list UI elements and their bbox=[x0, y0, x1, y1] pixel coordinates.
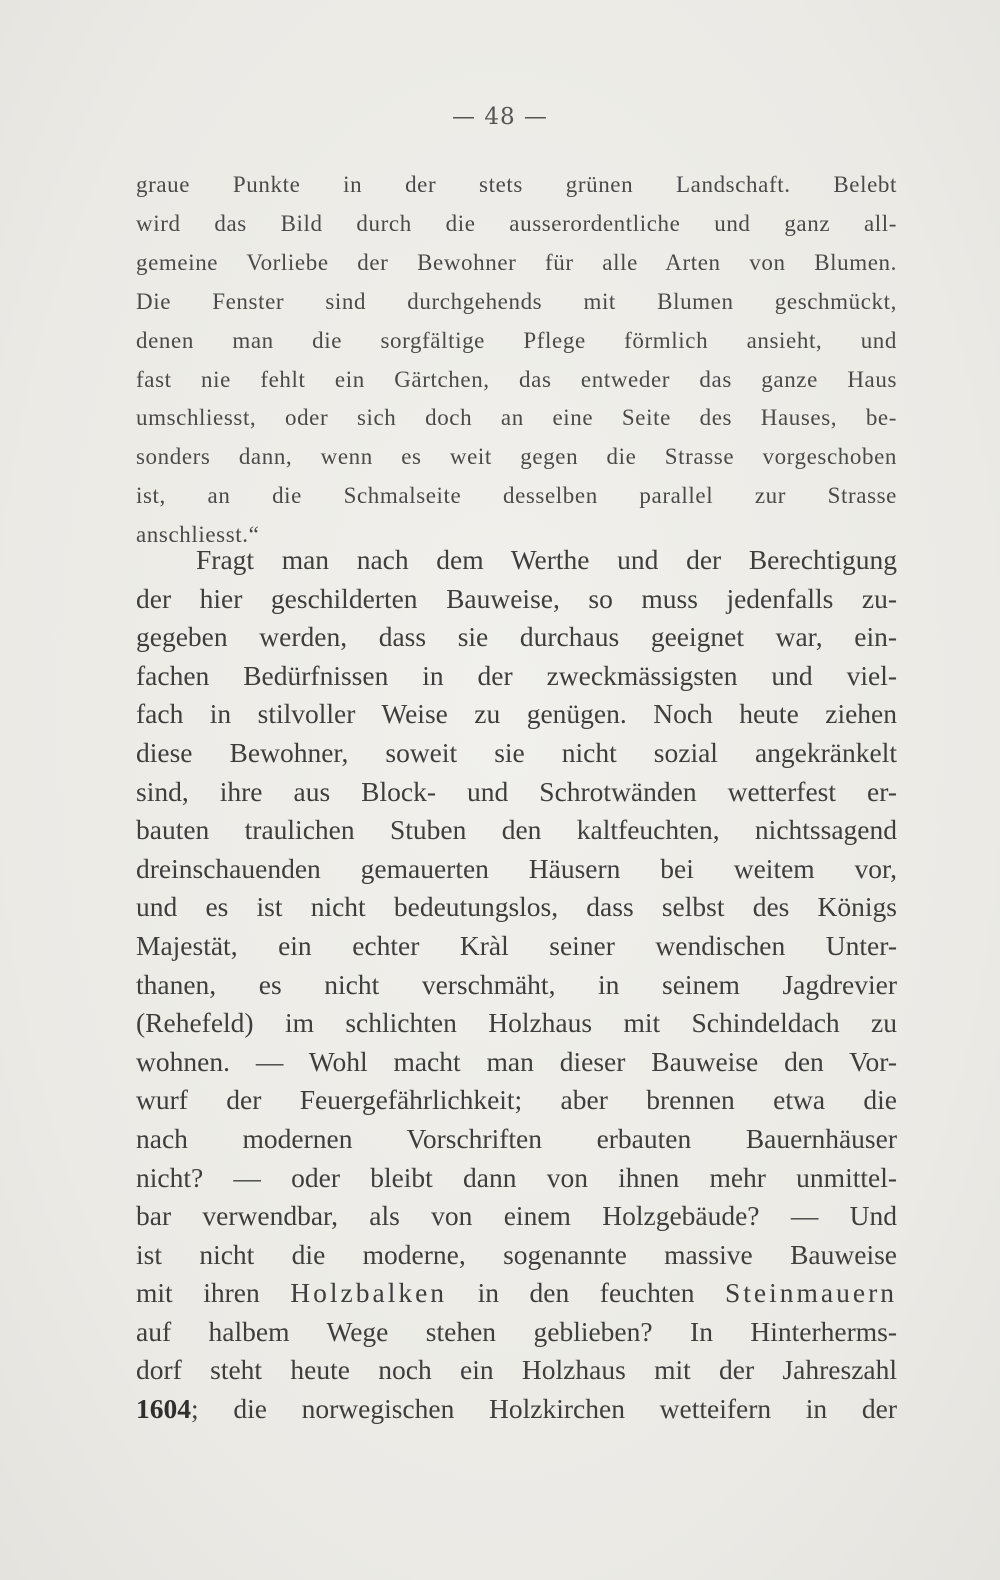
text-line: fast nie fehlt ein Gärtchen, das entweder das ganze Haus bbox=[136, 366, 897, 392]
text-segment: in den feuchten bbox=[447, 1277, 725, 1309]
text-line: nicht? — oder bleibt dann von ihnen mehr unmittel- bbox=[136, 1161, 897, 1193]
text-line: Die Fenster sind durchgehends mit Blumen geschmückt, bbox=[136, 288, 897, 314]
text-line: ist nicht die moderne, sogenannte massive Bauweise bbox=[136, 1238, 897, 1270]
text-line: (Rehefeld) im schlichten Holzhaus mit Schindeldach zu bbox=[136, 1007, 897, 1039]
text-line: nach modernen Vorschriften erbauten Bauernhäuser bbox=[136, 1122, 897, 1154]
text-line: der hier geschilderten Bauweise, so muss jedenfalls zu- bbox=[136, 582, 897, 614]
text-line: gemeine Vorliebe der Bewohner für alle Arten von Blumen. bbox=[136, 249, 897, 275]
text-line: wird das Bild durch die ausserordentliche und ganz all- bbox=[136, 210, 897, 236]
paragraph-quote-end bbox=[136, 166, 897, 555]
text-segment: ; die norwegischen Holzkirchen wetteifern in der bbox=[191, 1393, 897, 1425]
paragraph-main bbox=[136, 541, 897, 1429]
text-line: Fragt man nach dem Werthe und der Berechtigung bbox=[196, 544, 897, 575]
text-line: umschliesst, oder sich doch an eine Seite des Hauses, be- bbox=[136, 405, 897, 431]
text-line: ist, an die Schmalseite desselben parallel zur Strasse bbox=[136, 483, 897, 509]
text-line: auf halbem Wege stehen geblieben? In Hinterherms- bbox=[136, 1315, 897, 1347]
text-line: bauten traulichen Stuben den kaltfeuchten, nichtssagend bbox=[136, 814, 897, 846]
text-line: wohnen. — Wohl macht man dieser Bauweise den Vor- bbox=[136, 1045, 897, 1077]
text-line: gegeben werden, dass sie durchaus geeignet war, ein- bbox=[136, 621, 897, 653]
text-line: und es ist nicht bedeutungslos, dass selbst des Königs bbox=[136, 891, 897, 923]
text-line: fachen Bedürfnissen in der zweckmässigsten und viel- bbox=[136, 659, 897, 691]
spaced-emphasis: Holzbalken bbox=[290, 1277, 448, 1309]
spaced-emphasis: Steinmauern bbox=[725, 1277, 897, 1309]
text-line: thanen, es nicht verschmäht, in seinem Jagdrevier bbox=[136, 968, 897, 1000]
text-line: graue Punkte in der stets grünen Landschaft. Belebt bbox=[136, 172, 897, 197]
text-line: diese Bewohner, soweit sie nicht sozial angekränkelt bbox=[136, 736, 897, 768]
text-line: dorf steht heute noch ein Holzhaus mit der Jahreszahl bbox=[136, 1354, 897, 1386]
text-line-holzbalken bbox=[136, 1274, 897, 1313]
text-line: sonders dann, wenn es weit gegen die Strasse vorgeschoben bbox=[136, 444, 897, 470]
text-segment: mit ihren bbox=[136, 1277, 291, 1309]
text-line: wurf der Feuergefährlichkeit; aber brennen etwa die bbox=[136, 1084, 897, 1116]
text-line: denen man die sorgfältige Pflege förmlich ansieht, und bbox=[136, 327, 897, 353]
text-line: bar verwendbar, als von einem Holzgebäude? — Und bbox=[136, 1200, 897, 1232]
year-number: 1604 bbox=[136, 1393, 191, 1425]
text-line-year bbox=[136, 1390, 897, 1429]
text-line: anschliesst.“ bbox=[136, 522, 260, 548]
text-line: Majestät, ein echter Kràl seiner wendischen Unter- bbox=[136, 929, 897, 961]
text-line: dreinschauenden gemauerten Häusern bei weitem vor, bbox=[136, 852, 897, 884]
text-line: sind, ihre aus Block- und Schrotwänden wetterfest er- bbox=[136, 775, 897, 807]
page-number: — 48 — bbox=[452, 104, 548, 130]
text-line: fach in stilvoller Weise zu genügen. Noch heute ziehen bbox=[136, 698, 897, 730]
